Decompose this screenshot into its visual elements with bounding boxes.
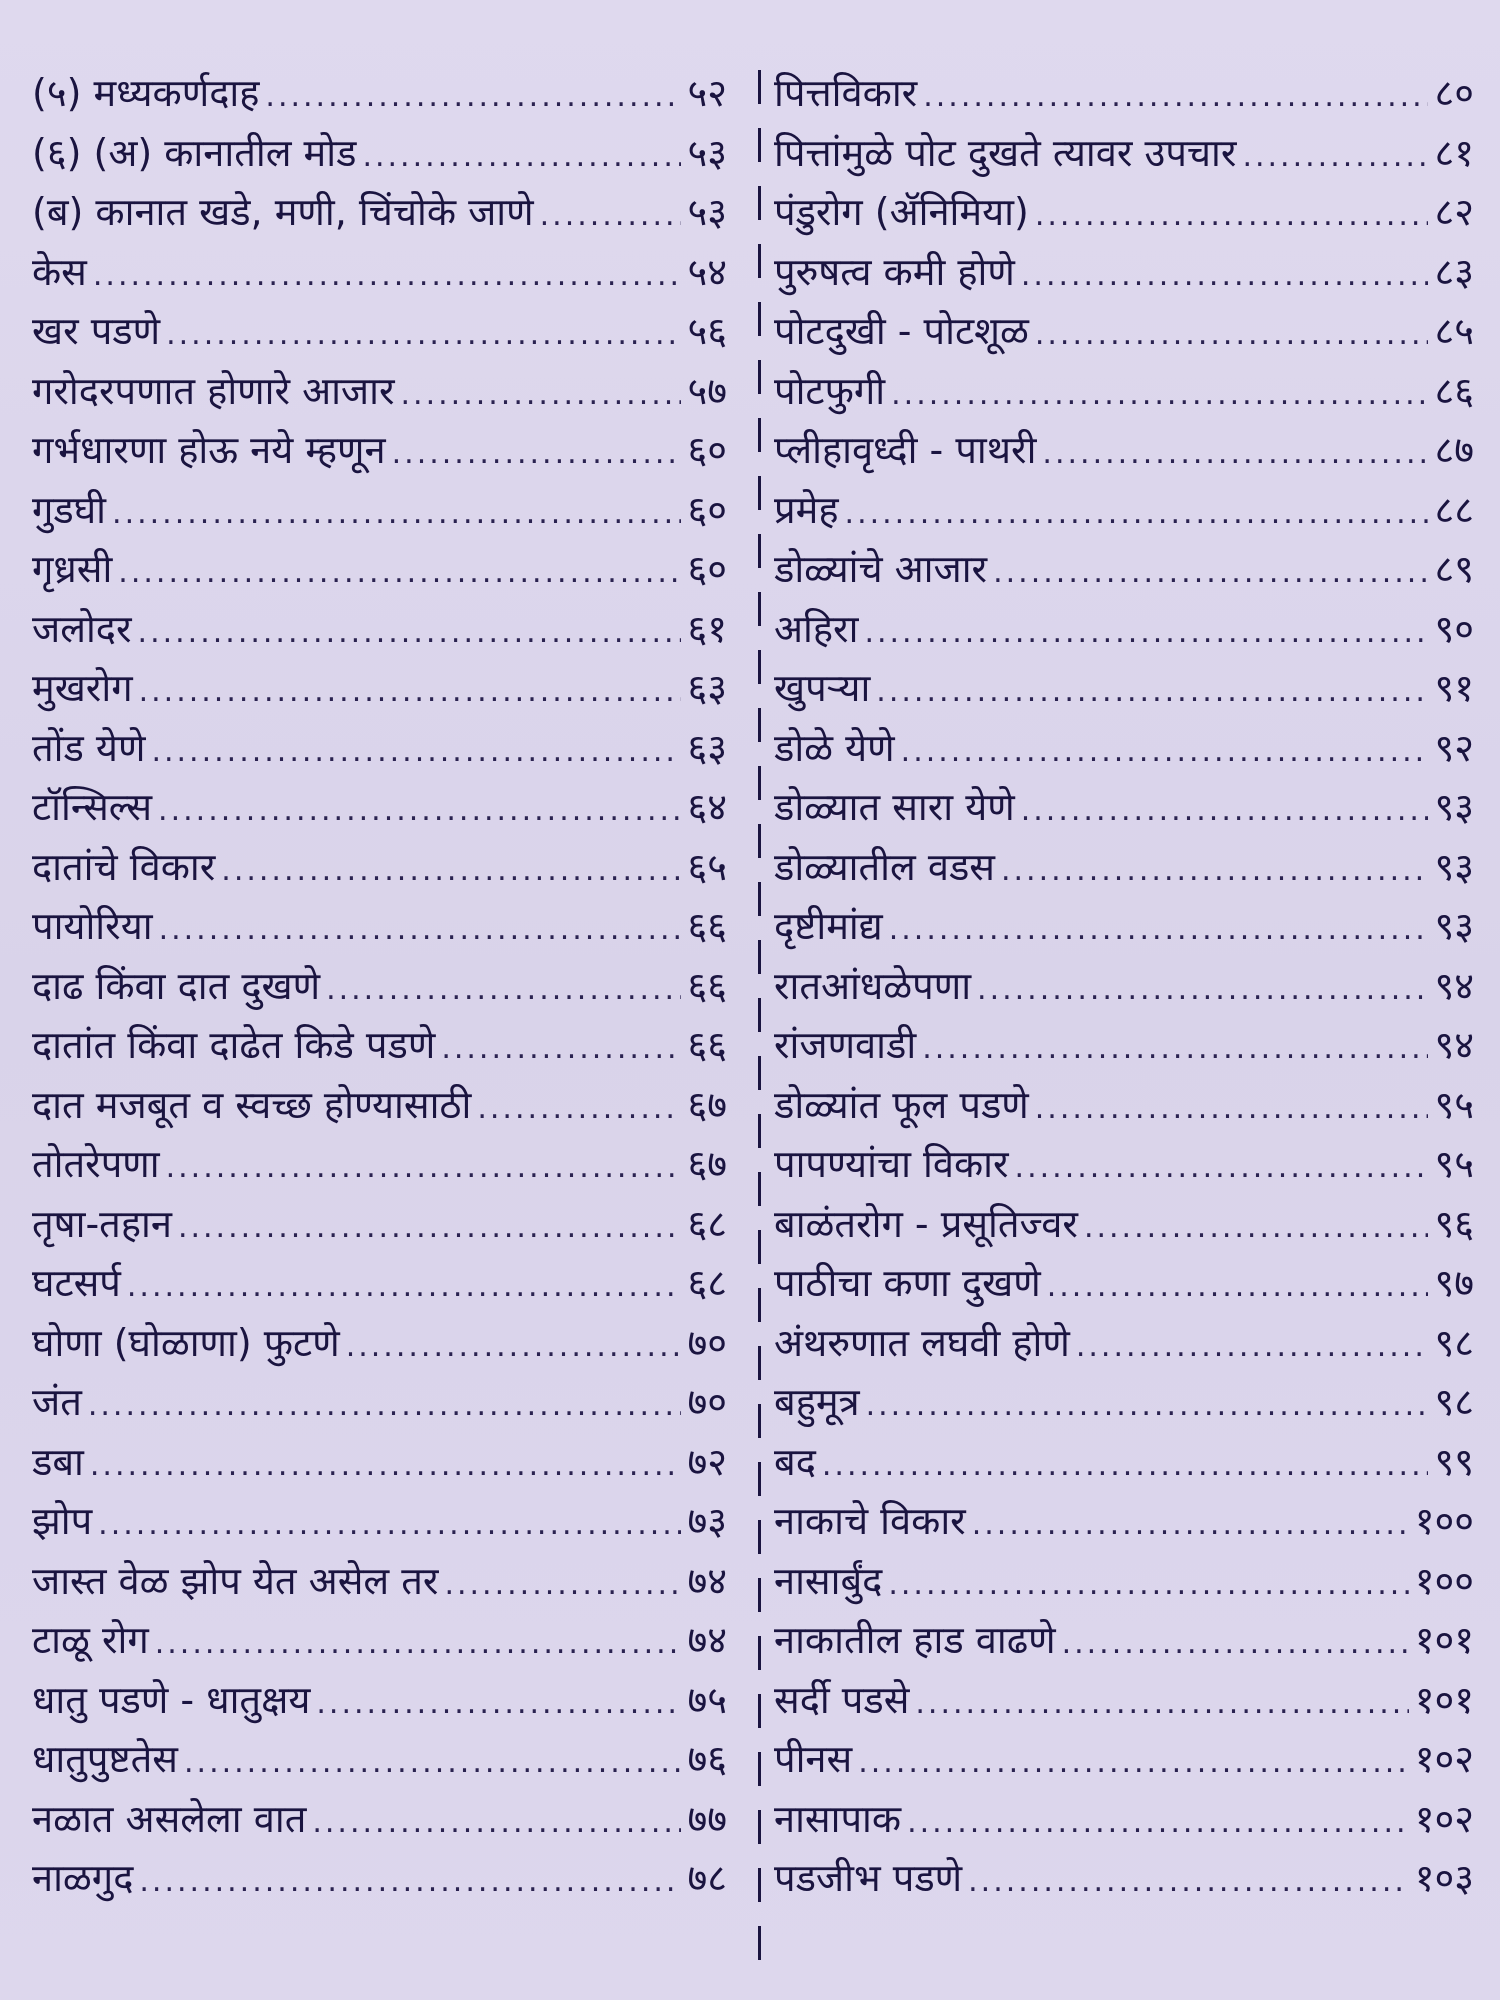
index-entry [32, 124, 727, 184]
entry-title: रातआंधळेपणा [774, 963, 972, 1008]
entry-title: दातांत किंवा दाढेत किडे पडणे [32, 1023, 436, 1067]
dot-leader [915, 1674, 1408, 1731]
entry-title: पाठीचा कणा दुखणे [774, 1261, 1041, 1305]
entry-page-number: ९९ [1434, 1439, 1474, 1484]
index-entry [32, 302, 727, 362]
entry-title: खुपऱ्या [774, 666, 871, 710]
entry-page-number: ९३ [1434, 844, 1474, 889]
index-entry [32, 957, 727, 1017]
entry-title: पापण्यांचा विकार [774, 1142, 1009, 1186]
dot-leader [112, 484, 681, 541]
entry-title: (५) मध्यकर्णदाह [32, 71, 260, 115]
index-entry [774, 1076, 1474, 1136]
index-entry [774, 719, 1474, 779]
index-entry [32, 1135, 727, 1195]
entry-title: केस [32, 249, 87, 294]
dot-leader [151, 722, 681, 779]
entry-title: नासार्बुंद [774, 1558, 883, 1603]
index-entry [32, 1016, 727, 1076]
entry-title: गृध्रसी [32, 547, 113, 591]
entry-page-number: ९३ [1434, 785, 1474, 829]
dot-leader [922, 1019, 1428, 1076]
entry-page-number: ६५ [687, 844, 727, 889]
index-entry [774, 1135, 1474, 1195]
right-column [774, 64, 1474, 1909]
entry-title: अंथरुणात लघवी होणे [774, 1320, 1070, 1365]
entry-title: तोंड येणे [32, 725, 146, 770]
index-entry [774, 1790, 1474, 1850]
index-entry [774, 481, 1474, 541]
entry-page-number: ९८ [1434, 1320, 1474, 1365]
entry-page-number: ६३ [687, 725, 727, 770]
entry-title: दृष्टीमांद्य [774, 904, 883, 948]
dot-leader [90, 1436, 682, 1493]
index-entry [774, 1016, 1474, 1076]
entry-title: रांजणवाडी [774, 1023, 917, 1067]
dot-leader [1001, 841, 1429, 898]
index-entry [774, 838, 1474, 898]
entry-page-number: ७८ [687, 1856, 727, 1900]
index-entry [774, 1492, 1474, 1552]
entry-title: तृषा-तहान [32, 1201, 172, 1246]
index-entry [32, 1076, 727, 1136]
entry-title: डबा [32, 1439, 84, 1484]
index-entry [774, 1730, 1474, 1790]
index-entry [32, 183, 727, 243]
entry-page-number: ६० [687, 487, 727, 532]
dot-leader [968, 1852, 1409, 1909]
dot-leader [1076, 1317, 1429, 1374]
entry-page-number: ५३ [687, 130, 727, 175]
index-entry [774, 243, 1474, 303]
entry-title: टाळू रोग [32, 1618, 149, 1662]
entry-page-number: ८९ [1434, 547, 1474, 591]
dot-leader [901, 722, 1429, 779]
index-entry [32, 362, 727, 422]
entry-title: जलोदर [32, 606, 132, 651]
dot-leader [1062, 1614, 1409, 1671]
index-entry [32, 1492, 727, 1552]
entry-page-number: ६३ [687, 666, 727, 710]
dot-leader [98, 1495, 681, 1552]
entry-page-number: ९५ [1434, 1082, 1474, 1127]
index-entry [774, 421, 1474, 481]
index-entry [32, 719, 727, 779]
entry-title: पायोरिया [32, 904, 153, 948]
index-entry [774, 1433, 1474, 1493]
index-entry [774, 124, 1474, 184]
entry-page-number: ६० [687, 547, 727, 591]
entry-title: तोतरेपणा [32, 1142, 160, 1186]
entry-page-number: ९४ [1434, 963, 1474, 1008]
dot-leader [1021, 781, 1429, 838]
dot-leader [178, 1198, 682, 1255]
dot-leader [127, 1257, 682, 1314]
index-entry [774, 64, 1474, 124]
entry-page-number: १०३ [1414, 1856, 1474, 1900]
entry-title: गुडघी [32, 487, 107, 532]
entry-title: झोप [32, 1499, 93, 1543]
dot-leader [864, 603, 1428, 660]
entry-title: (ब) कानात खडे, मणी, चिंचोके जाणे [32, 190, 534, 234]
dot-leader [1015, 1138, 1429, 1195]
entry-title: टॉन्सिल्स [32, 785, 153, 829]
entry-page-number: ६७ [687, 1082, 727, 1127]
entry-title: पडजीभ पडणे [774, 1856, 963, 1900]
entry-page-number: ९८ [1434, 1380, 1474, 1424]
entry-page-number: ६६ [687, 963, 727, 1008]
entry-title: दाढ किंवा दात दुखणे [32, 963, 321, 1008]
entry-title: पित्तांमुळे पोट दुखते त्यावर उपचार [774, 130, 1237, 175]
entry-page-number: ७६ [687, 1737, 727, 1781]
entry-page-number: ९२ [1434, 725, 1474, 770]
entry-page-number: ९५ [1434, 1142, 1474, 1186]
entry-title: डोळे येणे [774, 725, 895, 770]
index-entry [774, 778, 1474, 838]
index-entry [32, 897, 727, 957]
index-entry [32, 1790, 727, 1850]
entry-page-number: ७० [687, 1380, 727, 1424]
entry-page-number: १०१ [1414, 1618, 1474, 1662]
entry-title: डोळ्यात सारा येणे [774, 785, 1015, 829]
entry-page-number: ६८ [687, 1201, 727, 1246]
index-entry [32, 600, 727, 660]
index-entry [32, 1195, 727, 1255]
dot-leader [118, 543, 681, 600]
entry-title: पोटदुखी - पोटशूळ [774, 309, 1029, 353]
entry-title: पोटफुगी [774, 368, 886, 413]
entry-title: धातुपुष्टतेस [32, 1737, 178, 1781]
entry-title: घोणा (घोळाणा) फुटणे [32, 1320, 340, 1365]
entry-title: अहिरा [774, 606, 859, 651]
entry-page-number: ५३ [687, 190, 727, 234]
entry-page-number: ८२ [1434, 190, 1474, 234]
dot-leader [1021, 246, 1429, 303]
dot-leader [858, 1733, 1409, 1790]
index-entry [774, 600, 1474, 660]
dot-leader [326, 960, 681, 1017]
dot-leader [362, 127, 681, 184]
entry-page-number: ७४ [687, 1618, 727, 1662]
dot-leader [1047, 1257, 1429, 1314]
entry-page-number: ७४ [687, 1558, 727, 1603]
index-entry [32, 838, 727, 898]
entry-page-number: ९६ [1434, 1201, 1474, 1246]
dot-leader [1035, 186, 1429, 243]
dot-leader [845, 484, 1429, 541]
index-entry [32, 540, 727, 600]
index-entry [32, 1254, 727, 1314]
entry-title: गर्भधारणा होऊ नये म्हणून [32, 428, 386, 472]
entry-page-number: ९३ [1434, 904, 1474, 948]
entry-page-number: ८५ [1434, 309, 1474, 353]
dot-leader [159, 900, 682, 957]
column-divider [758, 70, 761, 1975]
index-entry [774, 1552, 1474, 1612]
index-entry [774, 1254, 1474, 1314]
dot-leader [155, 1614, 682, 1671]
dot-leader [1042, 424, 1428, 481]
entry-title: प्लीहावृध्दी - पाथरी [774, 428, 1037, 472]
entry-page-number: ८६ [1434, 368, 1474, 413]
entry-title: मुखरोग [32, 666, 133, 710]
dot-leader [265, 67, 681, 124]
entry-title: पुरुषत्व कमी होणे [774, 249, 1015, 294]
dot-leader [1084, 1198, 1429, 1255]
entry-title: जंत [32, 1380, 82, 1424]
entry-page-number: ८७ [1434, 428, 1474, 472]
index-entry [774, 1611, 1474, 1671]
dot-leader [139, 662, 682, 719]
dot-leader [441, 1019, 681, 1076]
index-entry [774, 897, 1474, 957]
dot-leader [139, 1852, 681, 1909]
index-entry [32, 778, 727, 838]
index-entry [774, 1849, 1474, 1909]
entry-title: नाळगुद [32, 1856, 134, 1900]
entry-page-number: ६६ [687, 904, 727, 948]
entry-page-number: ६७ [687, 1142, 727, 1186]
dot-leader [138, 603, 682, 660]
index-entry [32, 1373, 727, 1433]
dot-leader [822, 1436, 1429, 1493]
index-entry [32, 481, 727, 541]
dot-leader [1242, 127, 1428, 184]
index-entry [32, 421, 727, 481]
dot-leader [477, 1079, 681, 1136]
entry-title: पंडुरोग (ॲनिमिया) [774, 190, 1029, 234]
dot-leader [1035, 305, 1429, 362]
entry-page-number: ८८ [1434, 487, 1474, 532]
entry-page-number: ७५ [687, 1677, 727, 1722]
dot-leader [876, 662, 1428, 719]
index-entry [32, 1671, 727, 1731]
entry-title: बद [774, 1439, 816, 1484]
dot-leader [158, 781, 681, 838]
entry-page-number: ६४ [687, 785, 727, 829]
entry-page-number: ७० [687, 1320, 727, 1365]
entry-page-number: ६० [687, 428, 727, 472]
index-entry [774, 183, 1474, 243]
entry-page-number: १०० [1414, 1499, 1474, 1543]
entry-page-number: ७७ [687, 1796, 727, 1841]
index-entry [774, 1671, 1474, 1731]
entry-title: डोळ्यातील वडस [774, 844, 995, 889]
entry-title: खर पडणे [32, 309, 161, 353]
entry-page-number: १०० [1414, 1558, 1474, 1603]
dot-leader [93, 246, 682, 303]
index-entry [774, 1373, 1474, 1433]
dot-leader [166, 305, 681, 362]
dot-leader [316, 1674, 681, 1731]
entry-page-number: ८० [1434, 71, 1474, 115]
dot-leader [977, 960, 1428, 1017]
entry-title: नाकातील हाड वाढणे [774, 1618, 1056, 1662]
entry-page-number: ८१ [1434, 130, 1474, 175]
index-entry [774, 362, 1474, 422]
dot-leader [889, 900, 1429, 957]
entry-page-number: ५७ [687, 368, 727, 413]
dot-leader [444, 1555, 681, 1612]
entry-title: पीनस [774, 1737, 853, 1781]
entry-page-number: ५२ [687, 71, 727, 115]
index-entry [774, 957, 1474, 1017]
index-entry [774, 1195, 1474, 1255]
entry-page-number: ६६ [687, 1023, 727, 1067]
index-entry [32, 659, 727, 719]
entry-title: प्रमेह [774, 487, 839, 532]
entry-page-number: ६८ [687, 1261, 727, 1305]
dot-leader [891, 365, 1428, 422]
entry-title: घटसर्प [32, 1261, 121, 1305]
dot-leader [312, 1793, 681, 1850]
entry-title: गरोदरपणात होणारे आजार [32, 368, 395, 413]
index-entry [774, 659, 1474, 719]
entry-page-number: ९१ [1434, 666, 1474, 710]
entry-title: डोळ्यांत फूल पडणे [774, 1082, 1029, 1127]
entry-page-number: ५६ [687, 309, 727, 353]
entry-title: नाकाचे विकार [774, 1499, 966, 1543]
entry-page-number: १०१ [1414, 1677, 1474, 1722]
entry-title: जास्त वेळ झोप येत असेल तर [32, 1558, 439, 1603]
entry-title: दातांचे विकार [32, 844, 216, 889]
entry-title: डोळ्यांचे आजार [774, 547, 988, 591]
index-entry [32, 1433, 727, 1493]
entry-title: सर्दी पडसे [774, 1677, 910, 1722]
dot-leader [346, 1317, 682, 1374]
entry-page-number: १०२ [1414, 1737, 1474, 1781]
entry-page-number: ९७ [1434, 1261, 1474, 1305]
entry-page-number: ९४ [1434, 1023, 1474, 1067]
dot-leader [540, 186, 682, 243]
dot-leader [184, 1733, 681, 1790]
dot-leader [993, 543, 1428, 600]
entry-page-number: ५४ [687, 249, 727, 294]
entry-page-number: ७२ [687, 1439, 727, 1484]
index-entry [32, 1314, 727, 1374]
entry-title: बहुमूत्र [774, 1380, 860, 1424]
index-entry [32, 64, 727, 124]
entry-title: बाळंतरोग - प्रसूतिज्वर [774, 1201, 1078, 1246]
entry-page-number: ६१ [687, 606, 727, 651]
index-entry [774, 540, 1474, 600]
entry-page-number: ८३ [1434, 249, 1474, 294]
dot-leader [166, 1138, 682, 1195]
index-entry [32, 1611, 727, 1671]
index-entry [774, 302, 1474, 362]
index-entry [32, 1730, 727, 1790]
dot-leader [221, 841, 681, 898]
entry-page-number: १०२ [1414, 1796, 1474, 1841]
entry-title: (६) (अ) कानातील मोड [32, 130, 357, 175]
index-entry [32, 1849, 727, 1909]
entry-title: धातु पडणे - धातुक्षय [32, 1677, 311, 1722]
left-column [32, 64, 727, 1909]
entry-title: नळात असलेला वात [32, 1796, 307, 1841]
index-entry [32, 1552, 727, 1612]
entry-title: दात मजबूत व स्वच्छ होण्यासाठी [32, 1082, 472, 1127]
dot-leader [907, 1793, 1409, 1850]
dot-leader [923, 67, 1428, 124]
entry-title: नासापाक [774, 1796, 902, 1841]
dot-leader [972, 1495, 1409, 1552]
dot-leader [88, 1376, 682, 1433]
entry-title: पित्तविकार [774, 71, 918, 115]
dot-leader [866, 1376, 1429, 1433]
dot-leader [392, 424, 682, 481]
index-entry [774, 1314, 1474, 1374]
entry-page-number: ९० [1434, 606, 1474, 651]
dot-leader [401, 365, 682, 422]
entry-page-number: ७३ [687, 1499, 727, 1543]
dot-leader [888, 1555, 1408, 1612]
index-entry [32, 243, 727, 303]
dot-leader [1035, 1079, 1429, 1136]
